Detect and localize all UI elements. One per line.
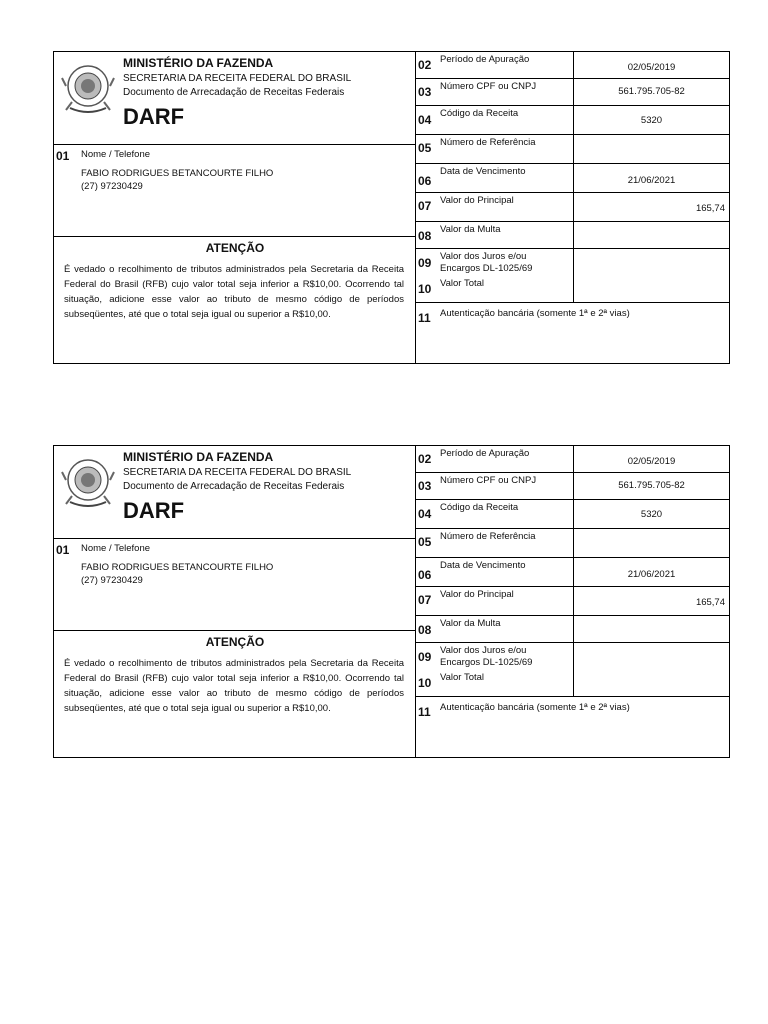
field-row-cpf xyxy=(416,79,729,106)
taxpayer-phone: (27) 97230429 xyxy=(81,181,143,192)
field-number: 03 xyxy=(418,85,432,99)
coat-of-arms-seal xyxy=(60,60,116,116)
darf-title: DARF xyxy=(123,104,185,129)
field-label: Número CPF ou CNPJ xyxy=(440,475,537,486)
attention-text: É vedado o recolhimento de tributos administrados pela Secretaria da Receita Federal do Brasil (RFB) cujo valor total seja inferior a R$10,00. Ocorrendo tal situação, adicione esse valor ao tributo de mesmo código de períodos subseqüentes, até que o total seja igual ou superior a R$10,00. xyxy=(64,264,404,320)
field-number: 04 xyxy=(418,507,432,521)
field-label: Valor Total xyxy=(440,672,485,683)
data-vencimento-value: 21/06/2021 xyxy=(627,175,676,186)
field-number: 11 xyxy=(418,705,431,719)
data-vencimento-value: 21/06/2021 xyxy=(627,569,676,580)
field-label: Data de Vencimento xyxy=(440,166,526,177)
field-value-box xyxy=(573,52,729,78)
field-row-multa xyxy=(416,222,729,249)
field-number: 01 xyxy=(56,543,70,557)
field-number: 10 xyxy=(418,282,432,296)
codigo-receita-value: 5320 xyxy=(640,509,663,520)
field-label: Autenticação bancária (somente 1ª e 2ª vias) xyxy=(440,702,630,713)
attention-text: É vedado o recolhimento de tributos administrados pela Secretaria da Receita Federal do Brasil (RFB) cujo valor total seja inferior a R$10,00. Ocorrendo tal situação, adicione esse valor ao tributo de mesmo código de períodos subseqüentes, até que o total seja igual ou superior a R$10,00. xyxy=(64,658,404,714)
field-number: 10 xyxy=(418,676,432,690)
darf-form-2 xyxy=(53,445,730,758)
field-value-box xyxy=(573,79,729,105)
taxpayer-name: FABIO RODRIGUES BETANCOURTE FILHO xyxy=(81,562,274,573)
field-row-cpf xyxy=(416,473,729,500)
taxpayer-name: FABIO RODRIGUES BETANCOURTE FILHO xyxy=(81,168,274,179)
periodo-apuracao-value: 02/05/2019 xyxy=(627,62,676,73)
field-row-autenticacao xyxy=(416,697,729,757)
field-label: Data de Vencimento xyxy=(440,560,526,571)
field-value-box xyxy=(573,616,729,642)
field-row-total xyxy=(416,276,729,303)
field-number: 06 xyxy=(418,174,432,188)
field-row-juros xyxy=(416,643,729,670)
attention-title: ATENÇÃO xyxy=(205,241,265,255)
darf-left-panel xyxy=(54,52,416,363)
darf-left-panel xyxy=(54,446,416,757)
periodo-apuracao-value: 02/05/2019 xyxy=(627,456,676,467)
field-label: Valor Total xyxy=(440,278,485,289)
divider xyxy=(54,630,415,631)
field-label: Período de Apuração xyxy=(440,448,530,459)
secretaria-text: SECRETARIA DA RECEITA FEDERAL DO BRASIL xyxy=(123,467,352,478)
field-row-juros xyxy=(416,249,729,276)
field-number: 04 xyxy=(418,113,432,127)
field-row-principal xyxy=(416,193,729,222)
field-value-box xyxy=(573,106,729,134)
attention-title: ATENÇÃO xyxy=(205,635,265,649)
field-value-box xyxy=(573,558,729,586)
field-label: Número de Referência xyxy=(440,531,536,542)
field-number: 08 xyxy=(418,229,432,243)
field-value-box xyxy=(573,193,729,221)
field-row-codigo xyxy=(416,106,729,135)
coat-of-arms-seal xyxy=(60,454,116,510)
field-value-box xyxy=(573,222,729,248)
field-value-box xyxy=(573,587,729,615)
field-row-total xyxy=(416,670,729,697)
field-number: 02 xyxy=(418,58,432,72)
darf-right-panel xyxy=(416,446,729,757)
field-number: 01 xyxy=(56,149,70,163)
field-value-box xyxy=(573,500,729,528)
cpf-cnpj-value: 561.795.705-82 xyxy=(618,480,685,491)
field-number: 06 xyxy=(418,568,432,582)
document-description: Documento de Arrecadação de Receitas Federais xyxy=(123,87,345,98)
ministry-title: MINISTÉRIO DA FAZENDA xyxy=(123,450,274,464)
divider xyxy=(54,538,415,539)
field-label: Código da Receita xyxy=(440,108,519,119)
field-row-multa xyxy=(416,616,729,643)
taxpayer-label: Nome / Telefone xyxy=(81,149,151,160)
field-label: Autenticação bancária (somente 1ª e 2ª vias) xyxy=(440,308,630,319)
valor-principal-value: 165,74 xyxy=(695,597,725,608)
field-value-box xyxy=(573,529,729,557)
field-number: 05 xyxy=(418,535,432,549)
field-value-box xyxy=(573,164,729,192)
field-row-referencia xyxy=(416,529,729,558)
field-row-autenticacao xyxy=(416,303,729,363)
field-label: Valor dos Juros e/ou xyxy=(440,645,527,656)
taxpayer-label: Nome / Telefone xyxy=(81,543,151,554)
darf-right-panel xyxy=(416,52,729,363)
field-row-periodo xyxy=(416,52,729,79)
valor-principal-value: 165,74 xyxy=(695,203,725,214)
field-row-principal xyxy=(416,587,729,616)
field-label: Período de Apuração xyxy=(440,54,530,65)
darf-title: DARF xyxy=(123,498,185,523)
field-number: 09 xyxy=(418,256,432,270)
field-value-box xyxy=(573,135,729,163)
darf-form-1 xyxy=(53,51,730,364)
divider xyxy=(54,236,415,237)
field-row-vencimento xyxy=(416,558,729,587)
field-value-box xyxy=(573,446,729,472)
field-row-referencia xyxy=(416,135,729,164)
field-row-vencimento xyxy=(416,164,729,193)
field-value-box xyxy=(573,670,729,696)
field-label: Número CPF ou CNPJ xyxy=(440,81,537,92)
field-label: Valor dos Juros e/ou xyxy=(440,251,527,262)
divider xyxy=(54,144,415,145)
document-description: Documento de Arrecadação de Receitas Federais xyxy=(123,481,345,492)
field-value-box xyxy=(573,276,729,302)
field-label: Valor do Principal xyxy=(440,195,514,206)
secretaria-text: SECRETARIA DA RECEITA FEDERAL DO BRASIL xyxy=(123,73,352,84)
field-number: 11 xyxy=(418,311,431,325)
field-number: 05 xyxy=(418,141,432,155)
field-row-codigo xyxy=(416,500,729,529)
field-value-box xyxy=(573,473,729,499)
field-number: 02 xyxy=(418,452,432,466)
ministry-title: MINISTÉRIO DA FAZENDA xyxy=(123,56,274,70)
field-value-box xyxy=(573,249,729,276)
field-number: 09 xyxy=(418,650,432,664)
field-label-line2: Encargos DL-1025/69 xyxy=(440,263,533,274)
cpf-cnpj-value: 561.795.705-82 xyxy=(618,86,685,97)
field-number: 03 xyxy=(418,479,432,493)
field-label: Valor da Multa xyxy=(440,618,501,629)
field-label-line2: Encargos DL-1025/69 xyxy=(440,657,533,668)
codigo-receita-value: 5320 xyxy=(640,115,663,126)
field-row-periodo xyxy=(416,446,729,473)
field-label: Código da Receita xyxy=(440,502,519,513)
field-label: Valor da Multa xyxy=(440,224,501,235)
field-label: Valor do Principal xyxy=(440,589,514,600)
field-number: 07 xyxy=(418,593,432,607)
field-label: Número de Referência xyxy=(440,137,536,148)
field-value-box xyxy=(573,643,729,670)
taxpayer-phone: (27) 97230429 xyxy=(81,575,143,586)
field-number: 07 xyxy=(418,199,432,213)
field-number: 08 xyxy=(418,623,432,637)
